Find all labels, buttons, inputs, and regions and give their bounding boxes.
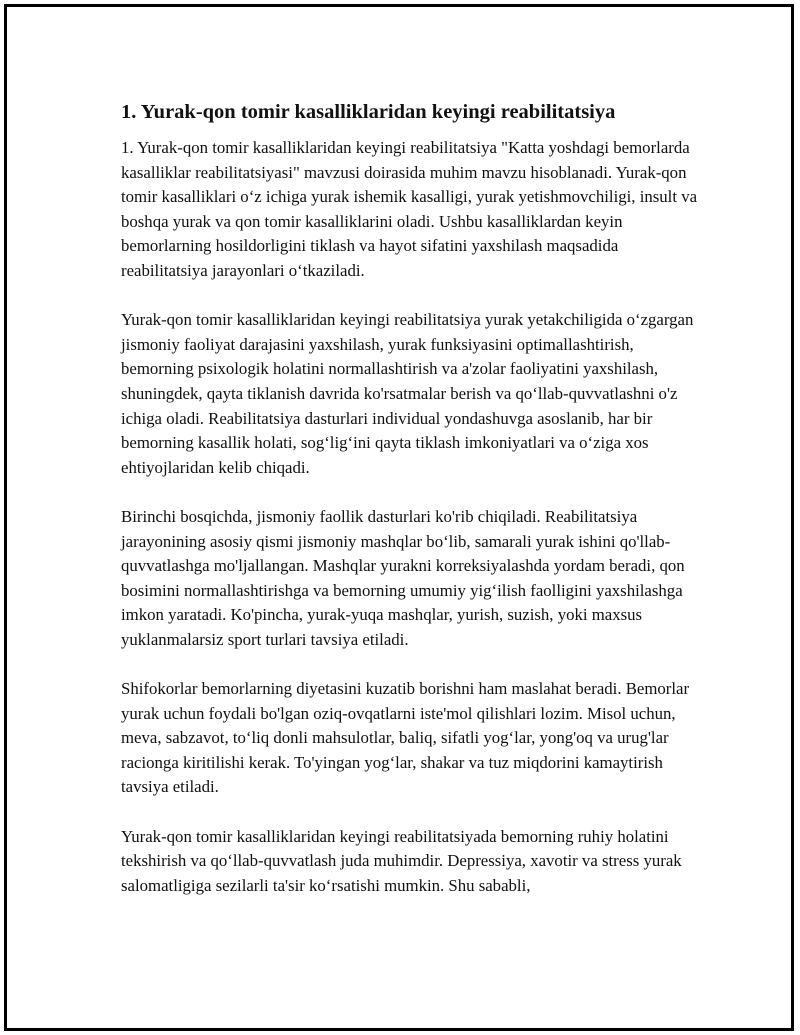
paragraph: Shifokorlar bemorlarning diyetasini kuzatib borishni ham maslahat beradi. Bemorlar yurak uchun foydali bo'lgan oziq-ovqatlarni iste'mol qilishlari lozim. Misol uchun, meva, sabzavot, toʻliq donli mahsulotlar, baliq, sifatli yogʻlar, yong'oq va urug'lar racionga kiritilishi kerak. To'yingan yogʻlar, shakar va tuz miqdorini kamaytirish tavsiya etiladi. <box>121 679 690 797</box>
section-heading: 1. Yurak-qon tomir kasalliklaridan keyingi reabilitatsiya <box>121 101 616 123</box>
paragraph: 1. Yurak-qon tomir kasalliklaridan keyingi reabilitatsiya "Katta yoshdagi bemorlarda kasalliklar reabilitatsiyasi" mavzusi doirasida muhim mavzu hisoblanadi. Yurak-qon tomir kasalliklari oʻz ichiga yurak ishemik kasalligi, yurak yetishmovchiligi, insult va boshqa yurak va qon tomir kasalliklarini oladi. Ushbu kasalliklardan keyin bemorlarning hosildorligini tiklash va hayot sifatini yaxshilash maqsadida reabilitatsiya jarayonlari oʻtkaziladi. <box>121 138 698 280</box>
paragraph: Birinchi bosqichda, jismoniy faollik dasturlari ko'rib chiqiladi. Reabilitatsiya jarayonining asosiy qismi jismoniy mashqlar boʻlib, samarali yurak ishini qo'llab-quvvatlashga mo'ljallangan. Mashqlar yurakni korreksiyalashda yordam beradi, qon bosimini normallashtirishga va bemorning umumiy yigʻilish faolligini yaxshilashga imkon yaratadi. Ko'pincha, yurak-yuqa mashqlar, yurish, suzish, yoki maxsus yuklanmalarsiz sport turlari tavsiya etiladi. <box>121 506 685 649</box>
document-content <box>121 99 701 923</box>
paragraph: Yurak-qon tomir kasalliklaridan keyingi reabilitatsiya yurak yetakchiligida oʻzgargan jismoniy faoliyat darajasini yaxshilash, yurak funksiyasini optimallashtirish, bemorning psixologik holatini normallashtirish va a'zolar faoliyatini yaxshilash, shuningdek, qayta tiklanish davrida ko'rsatmalar berish va qoʻllab-quvvatlashni o'z ichiga oladi. Reabilitatsiya dasturlari individual yondashuvga asoslanib, har bir bemorning kasallik holati, sogʻligʻini qayta tiklash imkoniyatlari va oʻziga xos ehtiyojlaridan kelib chiqadi. <box>121 310 694 477</box>
paragraph: Yurak-qon tomir kasalliklaridan keyingi reabilitatsiyada bemorning ruhiy holatini tekshirish va qoʻllab-quvvatlash juda muhimdir. Depressiya, xavotir va stress yurak salomatligiga sezilarli ta'sir koʻrsatishi mumkin. Shu sababli, <box>121 826 682 895</box>
document-page <box>4 4 794 1031</box>
